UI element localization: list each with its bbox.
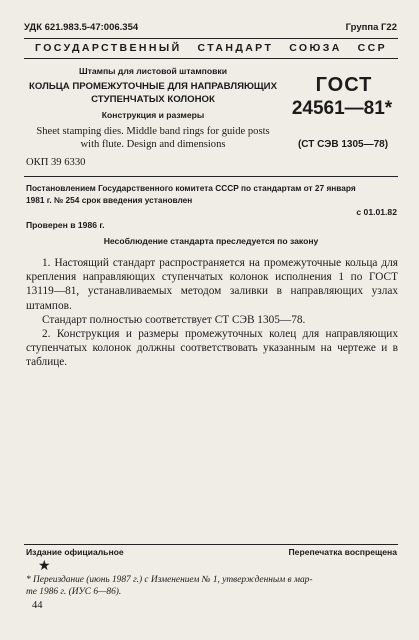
footer-rule — [24, 544, 398, 545]
gost-label: ГОСТ — [315, 74, 373, 96]
standard-title-line2: СТУПЕНЧАТЫХ КОЛОНОК — [91, 94, 215, 105]
standard-title-line1: КОЛЬЦА ПРОМЕЖУТОЧНЫЕ ДЛЯ НАПРАВЛЯЮЩИХ — [29, 81, 277, 92]
paragraph-3: 2. Конструкция и размеры промежуточных колец для направляющих ступенчатых колонок должны соответствовать указанным на чертеже и в таблице. — [26, 328, 398, 369]
state-standard-banner: ГОСУДАРСТВЕННЫЙ СТАНДАРТ СОЮЗА ССР — [34, 42, 388, 54]
udk-code: УДК 621.983.5-47:006.354 — [24, 22, 139, 33]
effective-date: с 01.01.82 — [356, 207, 397, 217]
group-code: Группа Г22 — [345, 22, 397, 33]
star-icon: ★ — [38, 559, 51, 574]
header-rule-bottom — [24, 58, 398, 59]
law-warning: Несоблюдение стандарта преследуется по закону — [103, 236, 319, 246]
decree-line1: Постановлением Государственного комитета СССР по стандартам от 27 января — [26, 183, 356, 193]
decree-line2: 1981 г. № 254 срок введения установлен — [26, 195, 193, 205]
checked-year: Проверен в 1986 г. — [26, 220, 105, 230]
paragraph-1: 1. Настоящий стандарт распространяется на промежуточные кольца для крепления направляющих ступенчатых колонок исполнения 1 по ГОСТ 13119—81, устанавливаемых методом заливки в направляющих узлах штампов. — [26, 257, 398, 312]
footnote-line1: * Переиздание (июнь 1987 г.) с Изменением № 1, утвержденным в мар- — [26, 575, 313, 585]
footnote-line2: те 1986 г. (ИУС 6—86). — [26, 587, 122, 597]
page-number: 44 — [32, 600, 43, 611]
title-block-rule — [24, 176, 398, 177]
gost-number: 24561—81* — [291, 98, 393, 119]
english-title-line2: with flute. Design and dimensions — [80, 139, 226, 150]
body-text — [26, 256, 398, 370]
english-title-line1: Sheet stamping dies. Middle band rings for guide posts — [36, 126, 270, 137]
standard-subtitle: Конструкция и размеры — [101, 110, 205, 120]
paragraph-2: Стандарт полностью соответствует СТ СЭВ 1305—78. — [42, 313, 306, 326]
okp-code: ОКП 39 6330 — [26, 157, 86, 168]
st-sev-reference: (СТ СЭВ 1305—78) — [297, 139, 389, 150]
official-edition: Издание официальное — [26, 547, 124, 557]
header-rule-top — [24, 38, 398, 39]
standard-category: Штампы для листовой штамповки — [79, 66, 227, 76]
reprint-prohibited: Перепечатка воспрещена — [288, 547, 397, 557]
